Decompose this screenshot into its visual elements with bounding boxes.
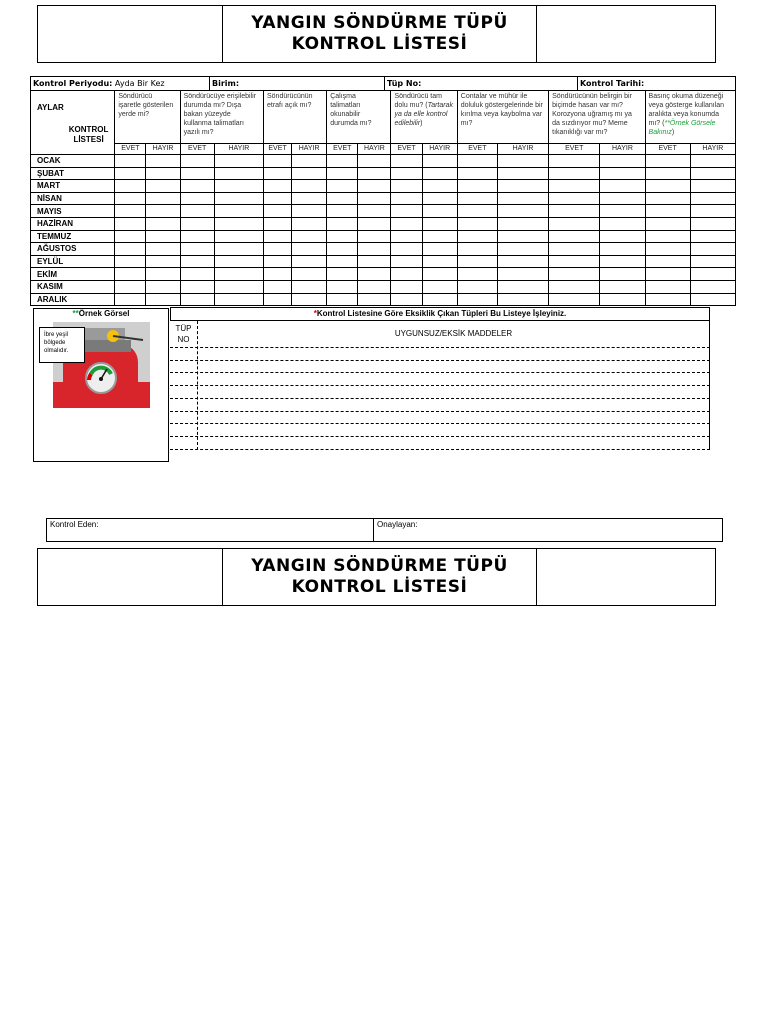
no-checkbox-cell[interactable] [358, 230, 391, 243]
yes-checkbox-cell[interactable] [549, 167, 600, 180]
yes-checkbox-cell[interactable] [180, 293, 214, 306]
no-checkbox-cell[interactable] [600, 230, 645, 243]
yes-checkbox-cell[interactable] [391, 293, 422, 306]
no-checkbox-cell[interactable] [292, 205, 327, 218]
question-6: Contalar ve mühür ile doluluk göstergelerinde bir kırılma veya kaybolma var mı? [457, 91, 548, 144]
yes-checkbox-cell[interactable] [263, 217, 291, 230]
month-label: ŞUBAT [31, 167, 115, 180]
no-checkbox-cell[interactable] [600, 205, 645, 218]
yes-checkbox-cell[interactable] [327, 255, 358, 268]
no-checkbox-cell[interactable] [497, 180, 548, 193]
no-checkbox-cell[interactable] [422, 180, 457, 193]
no-checkbox-cell[interactable] [690, 205, 735, 218]
no-checkbox-cell[interactable] [497, 268, 548, 281]
month-row [31, 155, 736, 168]
no-checkbox-cell[interactable] [690, 280, 735, 293]
yes-checkbox-cell[interactable] [115, 155, 146, 168]
info-row [30, 76, 736, 91]
yes-checkbox-cell[interactable] [645, 180, 690, 193]
date-label: Kontrol Tarihi: [580, 79, 645, 88]
yes-header: EVET [263, 144, 291, 155]
yes-checkbox-cell[interactable] [645, 192, 690, 205]
month-row [31, 268, 736, 281]
no-checkbox-cell[interactable] [292, 255, 327, 268]
yes-checkbox-cell[interactable] [549, 293, 600, 306]
yes-checkbox-cell[interactable] [645, 167, 690, 180]
yes-checkbox-cell[interactable] [645, 243, 690, 256]
period-value: Ayda Bir Kez [114, 79, 165, 88]
yes-checkbox-cell[interactable] [263, 155, 291, 168]
yes-checkbox-cell[interactable] [180, 180, 214, 193]
month-label: OCAK [31, 155, 115, 168]
month-row [31, 293, 736, 306]
no-checkbox-cell[interactable] [292, 167, 327, 180]
yes-checkbox-cell[interactable] [180, 268, 214, 281]
no-checkbox-cell[interactable] [146, 268, 180, 281]
defect-line[interactable] [170, 347, 710, 348]
yes-checkbox-cell[interactable] [457, 268, 497, 281]
yes-checkbox-cell[interactable] [115, 167, 146, 180]
yes-checkbox-cell[interactable] [263, 243, 291, 256]
yes-header: EVET [457, 144, 497, 155]
no-checkbox-cell[interactable] [497, 255, 548, 268]
no-checkbox-cell[interactable] [690, 192, 735, 205]
no-checkbox-cell[interactable] [358, 268, 391, 281]
yes-checkbox-cell[interactable] [327, 243, 358, 256]
no-header: HAYIR [292, 144, 327, 155]
no-checkbox-cell[interactable] [690, 155, 735, 168]
yes-checkbox-cell[interactable] [391, 255, 422, 268]
yes-checkbox-cell[interactable] [115, 243, 146, 256]
no-checkbox-cell[interactable] [292, 192, 327, 205]
no-checkbox-cell[interactable] [497, 280, 548, 293]
no-checkbox-cell[interactable] [358, 155, 391, 168]
title-line-2: KONTROL LİSTESİ [291, 577, 468, 597]
no-checkbox-cell[interactable] [422, 192, 457, 205]
no-checkbox-cell[interactable] [292, 268, 327, 281]
yes-checkbox-cell[interactable] [391, 192, 422, 205]
yes-checkbox-cell[interactable] [391, 280, 422, 293]
form-header [37, 5, 716, 63]
yes-checkbox-cell[interactable] [180, 205, 214, 218]
yes-checkbox-cell[interactable] [180, 192, 214, 205]
no-checkbox-cell[interactable] [497, 167, 548, 180]
no-checkbox-cell[interactable] [358, 167, 391, 180]
yes-checkbox-cell[interactable] [645, 293, 690, 306]
yes-checkbox-cell[interactable] [115, 255, 146, 268]
months-header: AYLAR [37, 103, 64, 112]
month-row [31, 255, 736, 268]
yes-checkbox-cell[interactable] [180, 217, 214, 230]
defect-line[interactable] [170, 372, 710, 373]
yes-checkbox-cell[interactable] [645, 155, 690, 168]
no-checkbox-cell[interactable] [600, 155, 645, 168]
yes-checkbox-cell[interactable] [263, 192, 291, 205]
no-header: HAYIR [422, 144, 457, 155]
no-header: HAYIR [690, 144, 735, 155]
checked-by-label: Kontrol Eden: [50, 520, 99, 529]
yes-header: EVET [327, 144, 358, 155]
no-checkbox-cell[interactable] [600, 280, 645, 293]
yes-header: EVET [115, 144, 146, 155]
no-checkbox-cell[interactable] [214, 243, 263, 256]
yes-checkbox-cell[interactable] [549, 230, 600, 243]
month-label: ARALIK [31, 293, 115, 306]
month-label: NİSAN [31, 192, 115, 205]
no-checkbox-cell[interactable] [497, 192, 548, 205]
period-cell[interactable] [31, 77, 210, 90]
no-checkbox-cell[interactable] [497, 217, 548, 230]
checklist-header: KONTROL LİSTESİ [68, 125, 109, 144]
question-2: Söndürücüye erişilebilir durumda mı? Dışa bakan yüzeyde kullanma talimatları yazılı mı? [180, 91, 263, 144]
no-checkbox-cell[interactable] [358, 293, 391, 306]
yes-checkbox-cell[interactable] [115, 268, 146, 281]
yes-checkbox-cell[interactable] [180, 255, 214, 268]
title-line-2: KONTROL LİSTESİ [291, 34, 468, 54]
tube-cell[interactable] [385, 77, 578, 90]
no-header: HAYIR [214, 144, 263, 155]
yes-checkbox-cell[interactable] [645, 205, 690, 218]
yes-checkbox-cell[interactable] [263, 280, 291, 293]
yes-checkbox-cell[interactable] [457, 243, 497, 256]
defect-items-header: UYGUNSUZ/EKSİK MADDELER [394, 329, 513, 338]
month-rows [31, 155, 736, 306]
defect-line[interactable] [170, 398, 710, 399]
yes-checkbox-cell[interactable] [457, 255, 497, 268]
no-header: HAYIR [358, 144, 391, 155]
no-checkbox-cell[interactable] [422, 217, 457, 230]
logo-placeholder [38, 549, 223, 605]
no-checkbox-cell[interactable] [292, 180, 327, 193]
no-checkbox-cell[interactable] [292, 230, 327, 243]
yes-checkbox-cell[interactable] [549, 180, 600, 193]
defect-line[interactable] [170, 423, 710, 424]
yes-checkbox-cell[interactable] [263, 293, 291, 306]
no-header: HAYIR [497, 144, 548, 155]
yes-checkbox-cell[interactable] [180, 243, 214, 256]
no-checkbox-cell[interactable] [358, 255, 391, 268]
month-row [31, 280, 736, 293]
form-header-page-2 [37, 548, 716, 606]
month-label: AĞUSTOS [31, 243, 115, 256]
no-checkbox-cell[interactable] [146, 255, 180, 268]
yes-checkbox-cell[interactable] [549, 217, 600, 230]
no-checkbox-cell[interactable] [146, 217, 180, 230]
yes-checkbox-cell[interactable] [115, 230, 146, 243]
yes-checkbox-cell[interactable] [549, 243, 600, 256]
yes-checkbox-cell[interactable] [391, 167, 422, 180]
question-8: Basınç okuma düzeneği veya gösterge kullanılan aralıkta veya konumda mı? (**Örnek Görsele Bakınız) [645, 91, 735, 144]
month-row [31, 192, 736, 205]
yes-checkbox-cell[interactable] [391, 268, 422, 281]
yes-checkbox-cell[interactable] [263, 205, 291, 218]
table-corner [31, 91, 115, 155]
no-checkbox-cell[interactable] [497, 230, 548, 243]
month-label: MAYIS [31, 205, 115, 218]
yes-checkbox-cell[interactable] [645, 217, 690, 230]
header-right-cell [537, 549, 715, 605]
no-checkbox-cell[interactable] [214, 192, 263, 205]
yes-checkbox-cell[interactable] [457, 280, 497, 293]
yes-checkbox-cell[interactable] [391, 155, 422, 168]
logo-placeholder [38, 6, 223, 62]
yes-checkbox-cell[interactable] [457, 155, 497, 168]
no-checkbox-cell[interactable] [214, 205, 263, 218]
month-label: EYLÜL [31, 255, 115, 268]
month-row [31, 205, 736, 218]
yes-checkbox-cell[interactable] [327, 268, 358, 281]
month-row [31, 217, 736, 230]
checked-by-field[interactable] [47, 519, 374, 541]
no-checkbox-cell[interactable] [422, 230, 457, 243]
yes-checkbox-cell[interactable] [645, 268, 690, 281]
no-checkbox-cell[interactable] [690, 255, 735, 268]
yes-checkbox-cell[interactable] [327, 280, 358, 293]
defect-line[interactable] [170, 360, 710, 361]
yes-checkbox-cell[interactable] [549, 280, 600, 293]
yes-checkbox-cell[interactable] [115, 293, 146, 306]
no-checkbox-cell[interactable] [146, 205, 180, 218]
yes-checkbox-cell[interactable] [180, 230, 214, 243]
yes-checkbox-cell[interactable] [457, 192, 497, 205]
no-checkbox-cell[interactable] [292, 243, 327, 256]
no-checkbox-cell[interactable] [146, 243, 180, 256]
yes-checkbox-cell[interactable] [391, 180, 422, 193]
no-header: HAYIR [600, 144, 645, 155]
month-label: KASIM [31, 280, 115, 293]
no-checkbox-cell[interactable] [214, 293, 263, 306]
no-checkbox-cell[interactable] [600, 243, 645, 256]
question-4: Çalışma talimatları okunabilir durumda mı? [327, 91, 391, 144]
no-checkbox-cell[interactable] [214, 155, 263, 168]
yes-checkbox-cell[interactable] [457, 180, 497, 193]
yes-header: EVET [391, 144, 422, 155]
example-title: **Örnek Görsel [72, 309, 130, 318]
no-checkbox-cell[interactable] [497, 155, 548, 168]
no-checkbox-cell[interactable] [214, 280, 263, 293]
no-checkbox-cell[interactable] [358, 205, 391, 218]
yes-checkbox-cell[interactable] [645, 280, 690, 293]
yes-checkbox-cell[interactable] [115, 192, 146, 205]
approved-by-label: Onaylayan: [377, 520, 418, 529]
month-label: TEMMUZ [31, 230, 115, 243]
unit-label: Birim: [212, 79, 240, 88]
yes-checkbox-cell[interactable] [115, 280, 146, 293]
month-label: MART [31, 180, 115, 193]
no-checkbox-cell[interactable] [690, 167, 735, 180]
tube-label: Tüp No: [387, 79, 422, 88]
yes-checkbox-cell[interactable] [549, 205, 600, 218]
question-1: Söndürücü işaretle gösterilen yerde mi? [115, 91, 180, 144]
no-checkbox-cell[interactable] [600, 255, 645, 268]
no-checkbox-cell[interactable] [422, 205, 457, 218]
no-checkbox-cell[interactable] [292, 217, 327, 230]
no-checkbox-cell[interactable] [422, 293, 457, 306]
defect-line[interactable] [170, 449, 710, 450]
yes-checkbox-cell[interactable] [263, 167, 291, 180]
yes-checkbox-cell[interactable] [180, 280, 214, 293]
no-checkbox-cell[interactable] [690, 180, 735, 193]
yes-checkbox-cell[interactable] [549, 255, 600, 268]
no-checkbox-cell[interactable] [600, 217, 645, 230]
yes-header: EVET [645, 144, 690, 155]
no-checkbox-cell[interactable] [146, 230, 180, 243]
yes-checkbox-cell[interactable] [327, 155, 358, 168]
no-checkbox-cell[interactable] [497, 205, 548, 218]
defects-list[interactable] [170, 321, 710, 450]
approved-by-field[interactable] [374, 519, 420, 541]
no-checkbox-cell[interactable] [358, 280, 391, 293]
no-checkbox-cell[interactable] [214, 255, 263, 268]
unit-cell[interactable] [210, 77, 385, 90]
no-checkbox-cell[interactable] [600, 167, 645, 180]
no-checkbox-cell[interactable] [146, 167, 180, 180]
no-checkbox-cell[interactable] [600, 180, 645, 193]
yes-checkbox-cell[interactable] [327, 230, 358, 243]
month-label: HAZİRAN [31, 217, 115, 230]
no-checkbox-cell[interactable] [292, 155, 327, 168]
no-checkbox-cell[interactable] [146, 280, 180, 293]
signature-row [46, 518, 723, 542]
yes-checkbox-cell[interactable] [645, 230, 690, 243]
no-checkbox-cell[interactable] [422, 280, 457, 293]
no-checkbox-cell[interactable] [422, 255, 457, 268]
yes-checkbox-cell[interactable] [549, 192, 600, 205]
no-checkbox-cell[interactable] [146, 155, 180, 168]
yes-checkbox-cell[interactable] [391, 205, 422, 218]
no-checkbox-cell[interactable] [358, 180, 391, 193]
yes-checkbox-cell[interactable] [457, 230, 497, 243]
month-row [31, 230, 736, 243]
yes-checkbox-cell[interactable] [549, 155, 600, 168]
defect-line[interactable] [170, 411, 710, 412]
yes-checkbox-cell[interactable] [327, 293, 358, 306]
yes-checkbox-cell[interactable] [115, 180, 146, 193]
yes-checkbox-cell[interactable] [115, 205, 146, 218]
yes-checkbox-cell[interactable] [180, 167, 214, 180]
form-title [223, 549, 537, 605]
no-checkbox-cell[interactable] [214, 268, 263, 281]
no-checkbox-cell[interactable] [146, 293, 180, 306]
yes-checkbox-cell[interactable] [327, 192, 358, 205]
yes-checkbox-cell[interactable] [263, 230, 291, 243]
question-5: Söndürücü tam dolu mu? (Tartarak ya da elle kontrol edilebilir) [391, 91, 457, 144]
title-line-1: YANGIN SÖNDÜRME TÜPÜ [251, 556, 508, 576]
title-line-1: YANGIN SÖNDÜRME TÜPÜ [251, 13, 508, 33]
no-checkbox-cell[interactable] [690, 243, 735, 256]
yes-no-header-row [31, 144, 736, 155]
yes-checkbox-cell[interactable] [327, 217, 358, 230]
no-checkbox-cell[interactable] [422, 167, 457, 180]
no-checkbox-cell[interactable] [600, 268, 645, 281]
yes-checkbox-cell[interactable] [645, 255, 690, 268]
yes-checkbox-cell[interactable] [115, 217, 146, 230]
checklist-table [30, 90, 736, 306]
no-header: HAYIR [146, 144, 180, 155]
yes-checkbox-cell[interactable] [327, 167, 358, 180]
yes-header: EVET [180, 144, 214, 155]
question-7: Söndürücünün belirgin bir biçimde hasarı var mı? Korozyona uğramış mı ya da sızdırıyor mu? Meme tıkanıklığı var mı? [549, 91, 645, 144]
month-row [31, 243, 736, 256]
yes-checkbox-cell[interactable] [457, 167, 497, 180]
yes-checkbox-cell[interactable] [180, 155, 214, 168]
no-checkbox-cell[interactable] [690, 217, 735, 230]
yes-checkbox-cell[interactable] [263, 180, 291, 193]
no-checkbox-cell[interactable] [214, 167, 263, 180]
no-checkbox-cell[interactable] [422, 268, 457, 281]
defects-title: *Kontrol Listesine Göre Eksiklik Çıkan Tüpleri Bu Listeye İşleyiniz. [170, 307, 710, 321]
no-checkbox-cell[interactable] [214, 217, 263, 230]
month-row [31, 180, 736, 193]
no-checkbox-cell[interactable] [422, 243, 457, 256]
no-checkbox-cell[interactable] [690, 293, 735, 306]
yes-checkbox-cell[interactable] [457, 293, 497, 306]
yes-checkbox-cell[interactable] [457, 217, 497, 230]
no-checkbox-cell[interactable] [600, 293, 645, 306]
yes-checkbox-cell[interactable] [263, 268, 291, 281]
no-checkbox-cell[interactable] [690, 230, 735, 243]
no-checkbox-cell[interactable] [358, 217, 391, 230]
yes-checkbox-cell[interactable] [391, 243, 422, 256]
no-checkbox-cell[interactable] [292, 293, 327, 306]
no-checkbox-cell[interactable] [497, 243, 548, 256]
no-checkbox-cell[interactable] [146, 180, 180, 193]
header-right-cell [537, 6, 715, 62]
date-cell[interactable] [578, 77, 735, 90]
defect-line[interactable] [170, 436, 710, 437]
no-checkbox-cell[interactable] [690, 268, 735, 281]
yes-checkbox-cell[interactable] [391, 217, 422, 230]
gauge-callout: İbre yeşil bölgede olmalıdır. [39, 327, 85, 363]
no-checkbox-cell[interactable] [422, 155, 457, 168]
no-checkbox-cell[interactable] [600, 192, 645, 205]
no-checkbox-cell[interactable] [214, 230, 263, 243]
no-checkbox-cell[interactable] [214, 180, 263, 193]
no-checkbox-cell[interactable] [497, 293, 548, 306]
yes-checkbox-cell[interactable] [391, 230, 422, 243]
defect-line[interactable] [170, 385, 710, 386]
yes-checkbox-cell[interactable] [457, 205, 497, 218]
yes-header: EVET [549, 144, 600, 155]
form-title [223, 6, 537, 62]
period-label: Kontrol Periyodu: [33, 79, 113, 88]
no-checkbox-cell[interactable] [292, 280, 327, 293]
month-label: EKİM [31, 268, 115, 281]
tube-no-header: TÜP NO [175, 324, 192, 344]
no-checkbox-cell[interactable] [358, 192, 391, 205]
no-checkbox-cell[interactable] [358, 243, 391, 256]
month-row [31, 167, 736, 180]
yes-checkbox-cell[interactable] [327, 205, 358, 218]
yes-checkbox-cell[interactable] [549, 268, 600, 281]
question-3: Söndürücünün etrafı açık mı? [263, 91, 326, 144]
yes-checkbox-cell[interactable] [327, 180, 358, 193]
yes-checkbox-cell[interactable] [263, 255, 291, 268]
no-checkbox-cell[interactable] [146, 192, 180, 205]
